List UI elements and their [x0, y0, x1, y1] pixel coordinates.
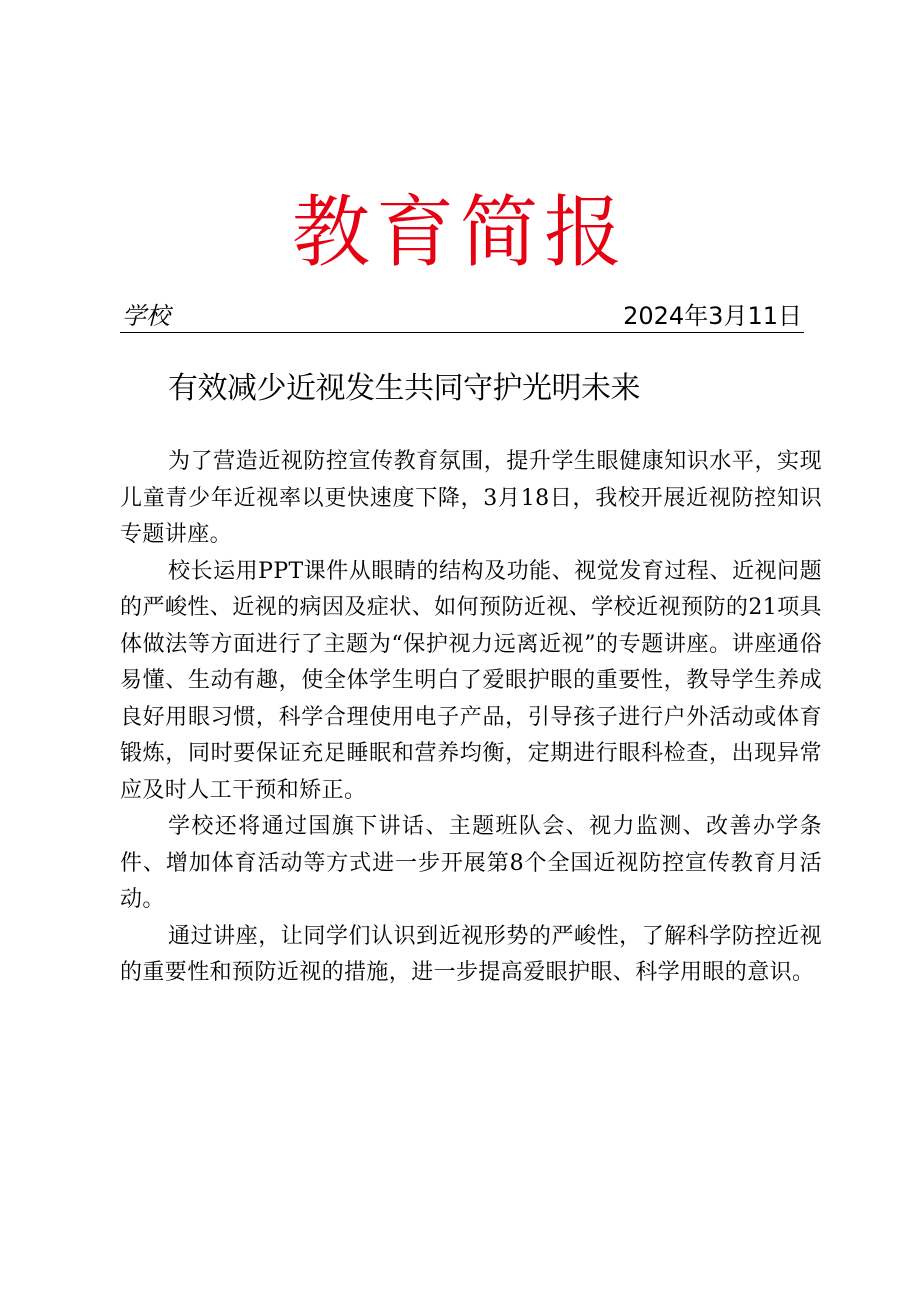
article-title: 有效减少近视发生共同守护光明未来: [168, 371, 640, 406]
info-line: [120, 300, 804, 333]
paragraph-2: 校长运用PPT课件从眼睛的结构及功能、视觉发育过程、近视问题的严峻性、近视的病因及症状、如何预防近视、学校近视预防的21项具体做法等方面进行了主题为“保护视力远离近视”的专题讲座。讲座通俗易懂、生动有趣，使全体学生明白了爱眼护眼的重要性，教导学生养成良好用眼习惯，科学合理使用电子产品，引导孩子进行户外活动或体育锻炼，同时要保证充足睡眠和营养均衡，定期进行眼科检查，出现异常应及时人工干预和矫正。: [120, 558, 822, 803]
paragraph-3: 学校还将通过国旗下讲话、主题班队会、视力监测、改善办学条件、增加体育活动等方式进一步开展第8个全国近视防控宣传教育月活动。: [120, 814, 822, 912]
article-body: [120, 444, 822, 992]
paragraph-1: 为了营造近视防控宣传教育氛围，提升学生眼健康知识水平，实现儿童青少年近视率以更快速度下降，3月18日，我校开展近视防控知识专题讲座。: [120, 449, 822, 547]
school-label: 学校: [122, 302, 170, 330]
masthead-title: 教育简报: [291, 188, 628, 278]
issue-date: 2024年3月11日: [623, 302, 802, 330]
paragraph-4: 通过讲座，让同学们认识到近视形势的严峻性，了解科学防控近视的重要性和预防近视的措施，进一步提高爱眼护眼、科学用眼的意识。: [120, 923, 822, 985]
